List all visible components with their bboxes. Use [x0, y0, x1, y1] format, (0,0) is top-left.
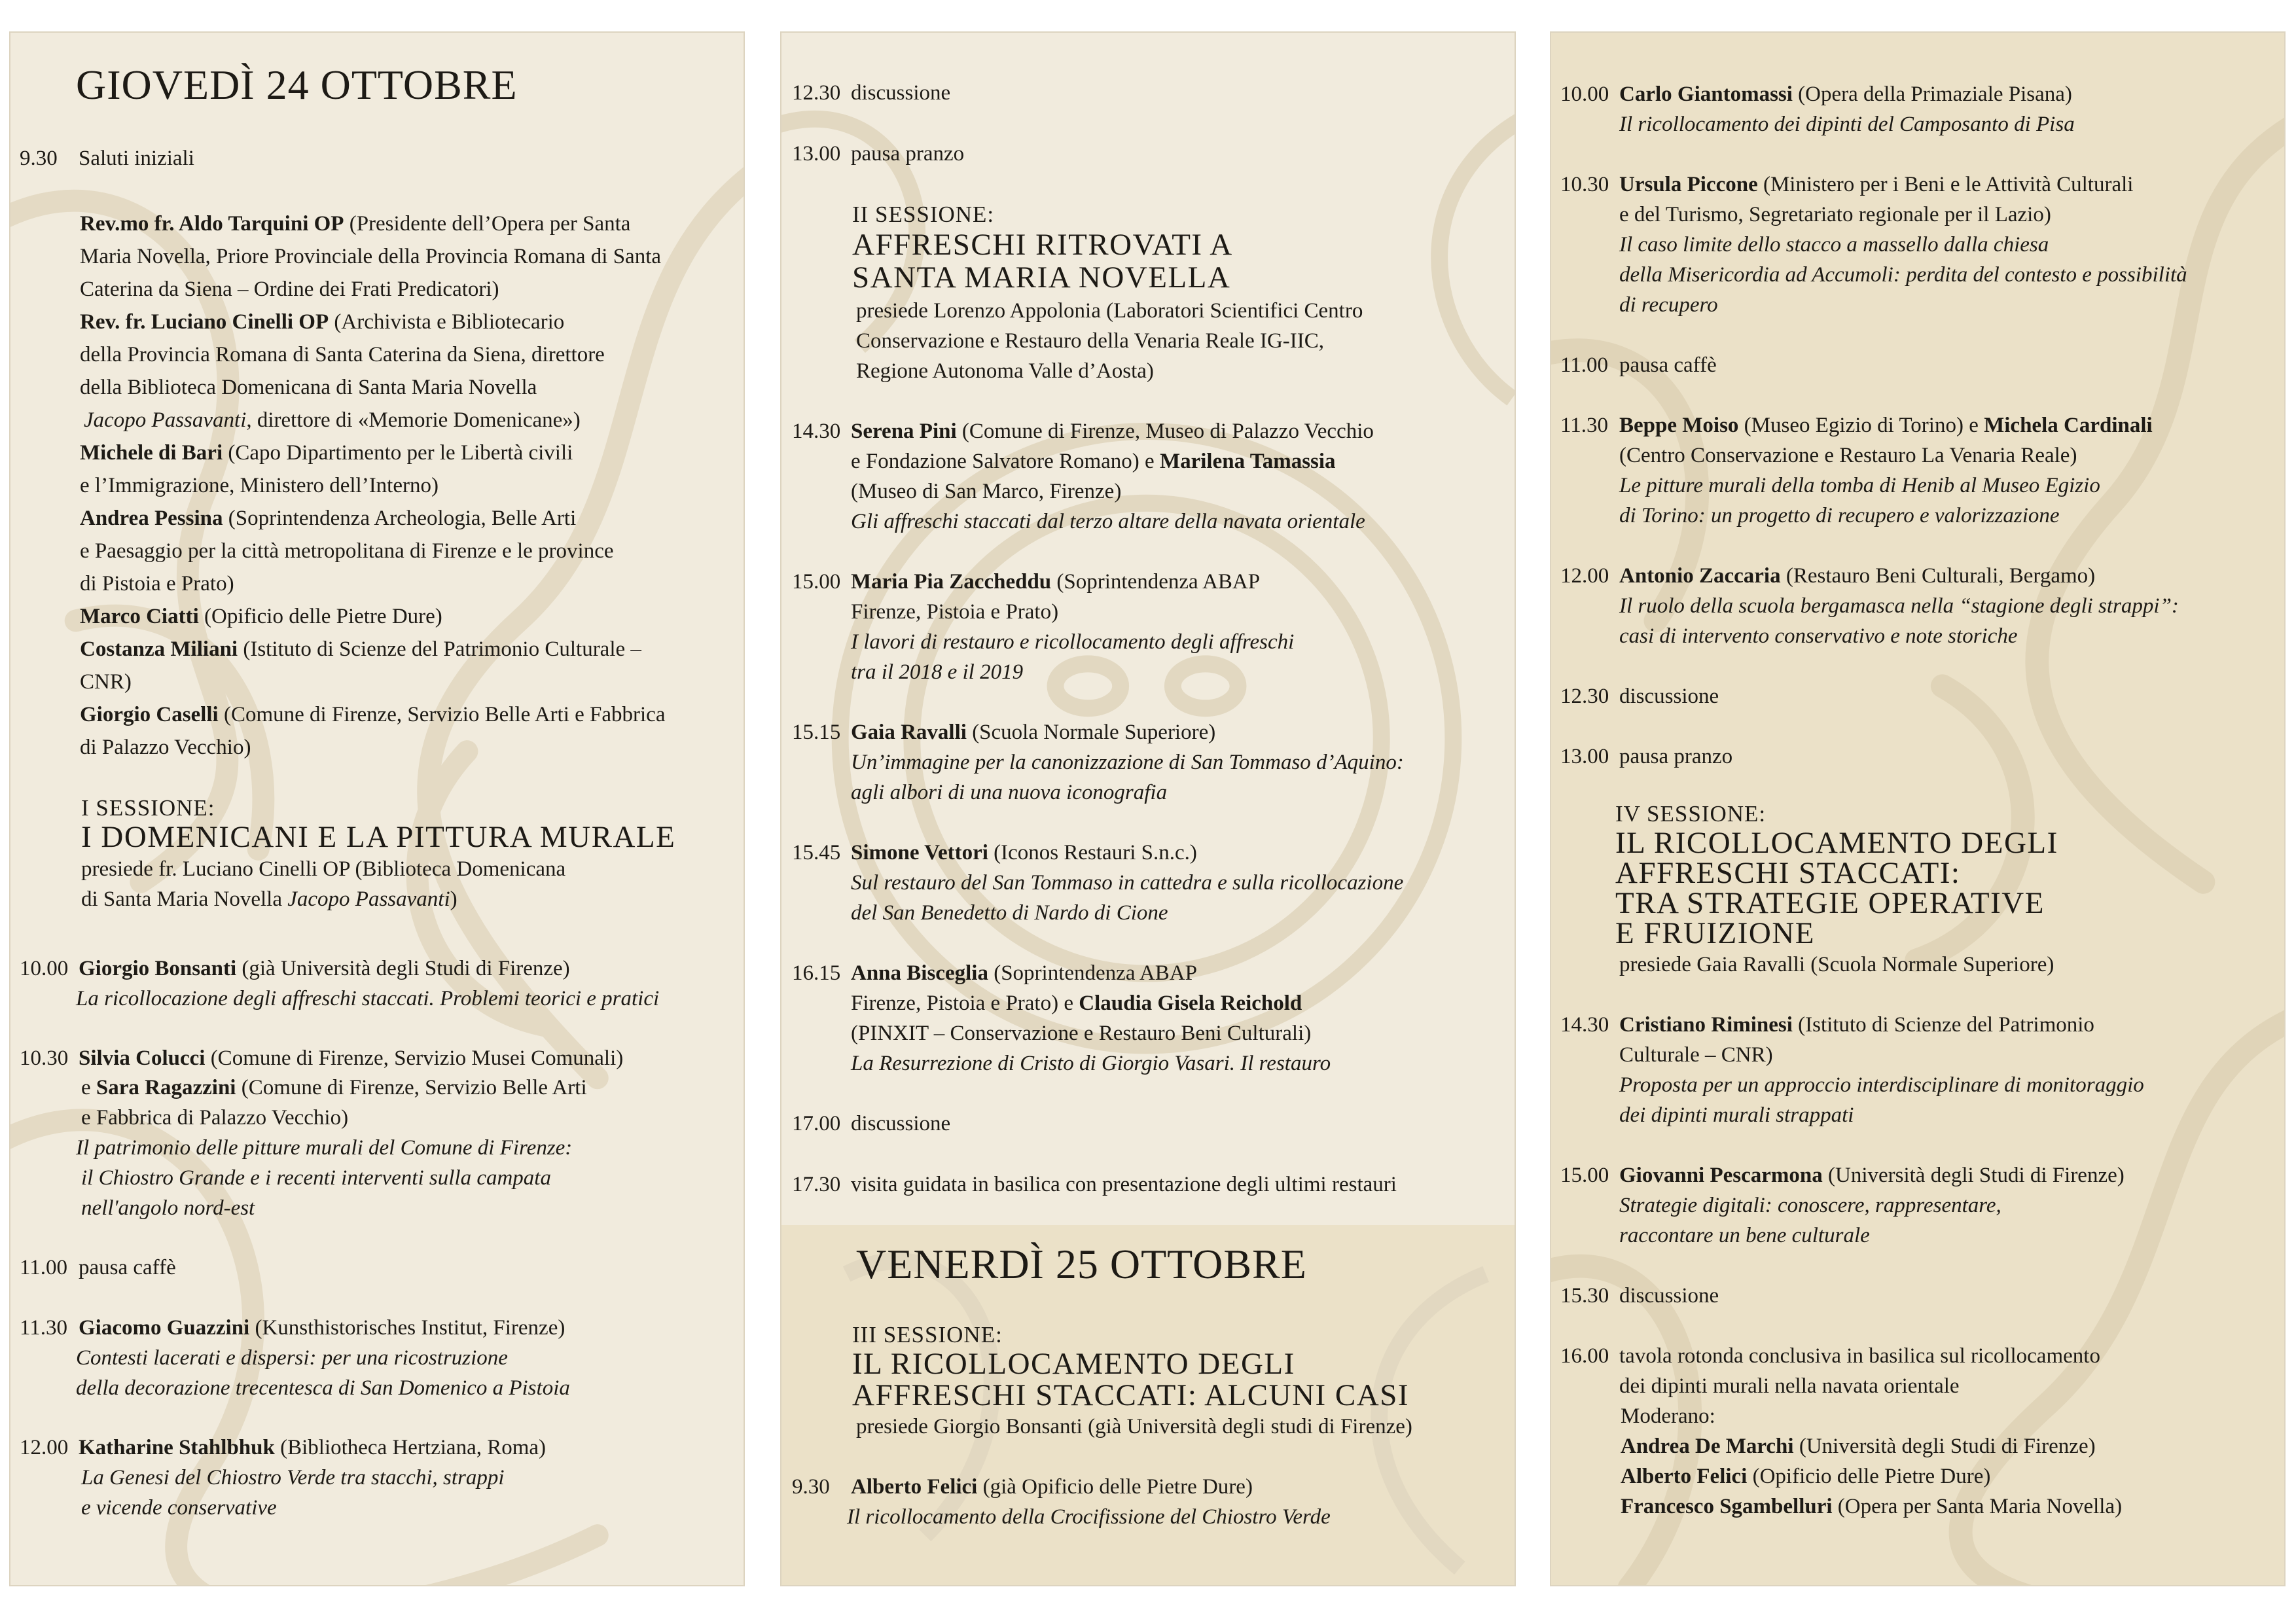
day-title-giovedi: GIOVEDÌ 24 OTTOBRE [76, 62, 518, 108]
saluti-iniziali: Saluti iniziali [79, 147, 194, 170]
time-1000: 10.00 [1560, 82, 1609, 106]
speaker-ragazzini: e Sara Ragazzini (Comune di Firenze, Servizio Belle Arti [81, 1076, 587, 1099]
session-presiede-line: Conservazione e Restauro della Venaria Reale IG-IIC, [856, 329, 1325, 353]
talk-title-line: dei dipinti murali strappati [1619, 1103, 1854, 1127]
talk-title: Strategie digitali: conoscere, rappresentare, [1619, 1194, 2001, 1217]
speaker-miliani-line: CNR) [80, 670, 132, 694]
speaker-cinelli-line: della Provincia Romana di Santa Caterina da Siena, direttore [80, 343, 605, 366]
time-1600: 16.00 [1560, 1344, 1609, 1368]
talk-title-line: della Misericordia ad Accumoli: perdita del contesto e possibilità [1619, 263, 2187, 287]
talk-title-line: del San Benedetto di Nardo di Cione [851, 901, 1168, 925]
time-1700: 17.00 [792, 1112, 841, 1135]
speaker-piccone: Ursula Piccone (Ministero per i Beni e le Attività Culturali [1619, 173, 2134, 196]
talk-title-line: casi di intervento conservativo e note storiche [1619, 624, 2018, 648]
speaker-pini: Serena Pini (Comune di Firenze, Museo di Palazzo Vecchio [851, 419, 1374, 443]
talk-title: Contesti lacerati e dispersi: per una ricostruzione [76, 1346, 508, 1370]
session-presiede: presiede fr. Luciano Cinelli OP (Biblioteca Domenicana [81, 857, 566, 881]
time-1000: 10.00 [20, 957, 69, 980]
day-title-venerdi: VENERDÌ 25 OTTOBRE [856, 1241, 1307, 1287]
session-title-line: SANTA MARIA NOVELLA [852, 260, 1231, 294]
speaker-reichold: Firenze, Pistoia e Prato) e Claudia Gisela Reichold [851, 991, 1302, 1015]
session-title: IL RICOLLOCAMENTO DEGLI [852, 1347, 1295, 1381]
pausa-caffe: pausa caffè [1619, 353, 1717, 377]
talk-title: Sul restauro del San Tommaso in cattedra e sulla ricollocazione [851, 871, 1404, 895]
speaker-cinelli-line: della Biblioteca Domenicana di Santa Maria Novella [80, 376, 537, 399]
talk-title-line: di recupero [1619, 293, 1718, 317]
program-panel-right [1550, 31, 2286, 1586]
speaker-ravalli: Gaia Ravalli (Scuola Normale Superiore) [851, 721, 1216, 744]
session-label: III SESSIONE: [852, 1322, 1003, 1347]
speaker-tamassia: e Fondazione Salvatore Romano) e Marilena Tamassia [851, 450, 1336, 473]
speaker-moiso: Beppe Moiso (Museo Egizio di Torino) e Michela Cardinali [1619, 414, 2153, 437]
speaker-miliani: Costanza Miliani (Istituto di Scienze del Patrimonio Culturale – [80, 637, 641, 661]
moderano-label: Moderano: [1621, 1404, 1715, 1428]
speaker-ragazzini-line: e Fabbrica di Palazzo Vecchio) [81, 1106, 349, 1130]
talk-title-line: della decorazione trecentesca di San Domenico a Pistoia [76, 1376, 570, 1400]
time-1500: 15.00 [1560, 1164, 1609, 1187]
talk-title: I lavori di restauro e ricollocamento degli affreschi [851, 630, 1295, 654]
time-1030: 10.30 [1560, 173, 1609, 196]
moderator-sgambelluri: Francesco Sgambelluri (Opera per Santa Maria Novella) [1621, 1495, 2123, 1518]
discussione: discussione [851, 1112, 951, 1135]
speaker-guazzini: Giacomo Guazzini (Kunsthistorisches Institut, Firenze) [79, 1316, 565, 1340]
program-panel-left [9, 31, 745, 1586]
speaker-pessina: Andrea Pessina (Soprintendenza Archeologia, Belle Arti [80, 507, 577, 530]
session-presiede: presiede Giorgio Bonsanti (già Università degli studi di Firenze) [856, 1415, 1412, 1438]
session-title: AFFRESCHI RITROVATI A [852, 228, 1233, 262]
speaker-caselli: Giorgio Caselli (Comune di Firenze, Servizio Belle Arti e Fabbrica [80, 703, 666, 726]
session-title: IL RICOLLOCAMENTO DEGLI [1615, 826, 2058, 860]
time-1430: 14.30 [792, 419, 841, 443]
time-1300: 13.00 [792, 142, 841, 166]
speaker-zaccaria: Antonio Zaccaria (Restauro Beni Culturali, Bergamo) [1619, 564, 2096, 588]
pausa-pranzo: pausa pranzo [851, 142, 965, 166]
speaker-bonsanti: Giorgio Bonsanti (già Università degli Studi di Firenze) [79, 957, 570, 980]
time-1300: 13.00 [1560, 745, 1609, 768]
session-label: IV SESSIONE: [1615, 801, 1767, 827]
time-1615: 16.15 [792, 961, 841, 985]
speaker-tarquini-line: Maria Novella, Priore Provinciale della Provincia Romana di Santa [80, 245, 662, 268]
speaker-riminesi-line: Culturale – CNR) [1619, 1043, 1773, 1067]
time-1730: 17.30 [792, 1173, 841, 1196]
time-930: 9.30 [792, 1475, 830, 1499]
talk-title: Proposta per un approccio interdisciplinare di monitoraggio [1619, 1073, 2144, 1097]
speaker-zaccheddu-line: Firenze, Pistoia e Prato) [851, 600, 1059, 624]
speaker-tamassia-line: (Museo di San Marco, Firenze) [851, 480, 1122, 503]
speaker-vettori: Simone Vettori (Iconos Restauri S.n.c.) [851, 841, 1197, 865]
tavola-rotonda: tavola rotonda conclusiva in basilica sul ricollocamento [1619, 1344, 2100, 1368]
session-label: I SESSIONE: [81, 795, 215, 821]
speaker-piccone-line: e del Turismo, Segretariato regionale per il Lazio) [1619, 203, 2051, 226]
talk-title: Gli affreschi staccati dal terzo altare della navata orientale [851, 510, 1365, 533]
talk-title: Il caso limite dello stacco a massello dalla chiesa [1619, 233, 2049, 257]
speaker-stahlbhuk: Katharine Stahlbhuk (Bibliotheca Hertziana, Roma) [79, 1436, 547, 1459]
visita-guidata: visita guidata in basilica con presentazione degli ultimi restauri [851, 1173, 1397, 1196]
speaker-pescarmona: Giovanni Pescarmona (Università degli Studi di Firenze) [1619, 1164, 2125, 1187]
speaker-giantomassi: Carlo Giantomassi (Opera della Primaziale Pisana) [1619, 82, 2072, 106]
speaker-bisceglia: Anna Bisceglia (Soprintendenza ABAP [851, 961, 1197, 985]
time-1130: 11.30 [1560, 414, 1609, 437]
talk-title: Il ruolo della scuola bergamasca nella “stagione degli strappi”: [1619, 594, 2179, 618]
speaker-cardinali-line: (Centro Conservazione e Restauro La Venaria Reale) [1619, 444, 2077, 467]
session-label: II SESSIONE: [852, 202, 995, 227]
time-1030: 10.30 [20, 1046, 69, 1070]
speaker-reichold-line: (PINXIT – Conservazione e Restauro Beni Culturali) [851, 1022, 1312, 1045]
time-1515: 15.15 [792, 721, 841, 744]
session-presiede: presiede Lorenzo Appolonia (Laboratori Scientifici Centro [856, 299, 1363, 323]
time-1545: 15.45 [792, 841, 841, 865]
talk-title: La ricollocazione degli affreschi staccati. Problemi teorici e pratici [76, 987, 660, 1010]
time-1230: 12.30 [792, 81, 841, 105]
time-1200: 12.00 [1560, 564, 1609, 588]
session-title-line: AFFRESCHI STACCATI: [1615, 856, 1961, 890]
program-panel-center [780, 31, 1516, 1586]
time-1130: 11.30 [20, 1316, 68, 1340]
talk-title: Un’immagine per la canonizzazione di San Tommaso d’Aquino: [851, 751, 1404, 774]
time-1230: 12.30 [1560, 685, 1609, 708]
speaker-dibari-line: e l’Immigrazione, Ministero dell’Interno) [80, 474, 439, 497]
time-1200: 12.00 [20, 1436, 69, 1459]
time-1530: 15.30 [1560, 1284, 1609, 1308]
time-930: 9.30 [20, 147, 58, 170]
discussione: discussione [1619, 685, 1719, 708]
speaker-felici: Alberto Felici (già Opificio delle Pietre Dure) [851, 1475, 1253, 1499]
talk-title: Il ricollocamento della Crocifissione del Chiostro Verde [847, 1505, 1331, 1529]
session-presiede-line: di Santa Maria Novella Jacopo Passavanti) [81, 887, 457, 911]
speaker-dibari: Michele di Bari (Capo Dipartimento per le Libertà civili [80, 441, 573, 465]
talk-title-line: e vicende conservative [81, 1496, 277, 1520]
session-title-line: TRA STRATEGIE OPERATIVE [1615, 886, 2045, 920]
talk-title-line: agli albori di una nuova iconografia [851, 781, 1168, 804]
moderator-de-marchi: Andrea De Marchi (Università degli Studi di Firenze) [1621, 1435, 2096, 1458]
speaker-pessina-line: di Pistoia e Prato) [80, 572, 234, 596]
talk-title-line: di Torino: un progetto di recupero e valorizzazione [1619, 504, 2060, 527]
time-1100: 11.00 [1560, 353, 1609, 377]
session-title-line: E FRUIZIONE [1615, 916, 1815, 950]
talk-title: Il patrimonio delle pitture murali del Comune di Firenze: [76, 1136, 573, 1160]
speaker-caselli-line: di Palazzo Vecchio) [80, 736, 251, 759]
tavola-rotonda-line: dei dipinti murali nella navata orientale [1619, 1374, 1960, 1398]
speaker-cinelli-line: Jacopo Passavanti, direttore di «Memorie Domenicane») [84, 408, 581, 432]
time-1100: 11.00 [20, 1256, 68, 1279]
speaker-pessina-line: e Paesaggio per la città metropolitana di Firenze e le province [80, 539, 614, 563]
pausa-pranzo: pausa pranzo [1619, 745, 1733, 768]
talk-title: Le pitture murali della tomba di Henib al Museo Egizio [1619, 474, 2100, 497]
speaker-riminesi: Cristiano Riminesi (Istituto di Scienze del Patrimonio [1619, 1013, 2094, 1037]
talk-title: Il ricollocamento dei dipinti del Camposanto di Pisa [1619, 113, 2075, 136]
talk-title-line: raccontare un bene culturale [1619, 1224, 1870, 1247]
time-1430: 14.30 [1560, 1013, 1609, 1037]
speaker-ciatti: Marco Ciatti (Opificio delle Pietre Dure) [80, 605, 442, 628]
session-title-line: AFFRESCHI STACCATI: ALCUNI CASI [852, 1378, 1410, 1412]
talk-title-line: il Chiostro Grande e i recenti interventi sulla campata [81, 1166, 551, 1190]
talk-title-line: nell'angolo nord-est [81, 1196, 255, 1220]
talk-title: La Resurrezione di Cristo di Giorgio Vasari. Il restauro [851, 1052, 1331, 1075]
speaker-tarquini: Rev.mo fr. Aldo Tarquini OP (Presidente dell’Opera per Santa [80, 212, 631, 236]
speaker-colucci: Silvia Colucci (Comune di Firenze, Servizio Musei Comunali) [79, 1046, 624, 1070]
session-presiede-line: Regione Autonoma Valle d’Aosta) [856, 359, 1154, 383]
talk-title-line: tra il 2018 e il 2019 [851, 660, 1024, 684]
session-title: I DOMENICANI E LA PITTURA MURALE [81, 820, 676, 854]
pausa-caffe: pausa caffè [79, 1256, 176, 1279]
speaker-tarquini-line: Caterina da Siena – Ordine dei Frati Predicatori) [80, 277, 499, 301]
session-presiede: presiede Gaia Ravalli (Scuola Normale Superiore) [1619, 953, 2054, 976]
discussione: discussione [851, 81, 951, 105]
talk-title: La Genesi del Chiostro Verde tra stacchi, strappi [81, 1466, 505, 1489]
discussione: discussione [1619, 1284, 1719, 1308]
time-1500: 15.00 [792, 570, 841, 594]
speaker-cinelli: Rev. fr. Luciano Cinelli OP (Archivista e Bibliotecario [80, 310, 565, 334]
moderator-felici: Alberto Felici (Opificio delle Pietre Dure) [1621, 1465, 1991, 1488]
speaker-zaccheddu: Maria Pia Zaccheddu (Soprintendenza ABAP [851, 570, 1261, 594]
